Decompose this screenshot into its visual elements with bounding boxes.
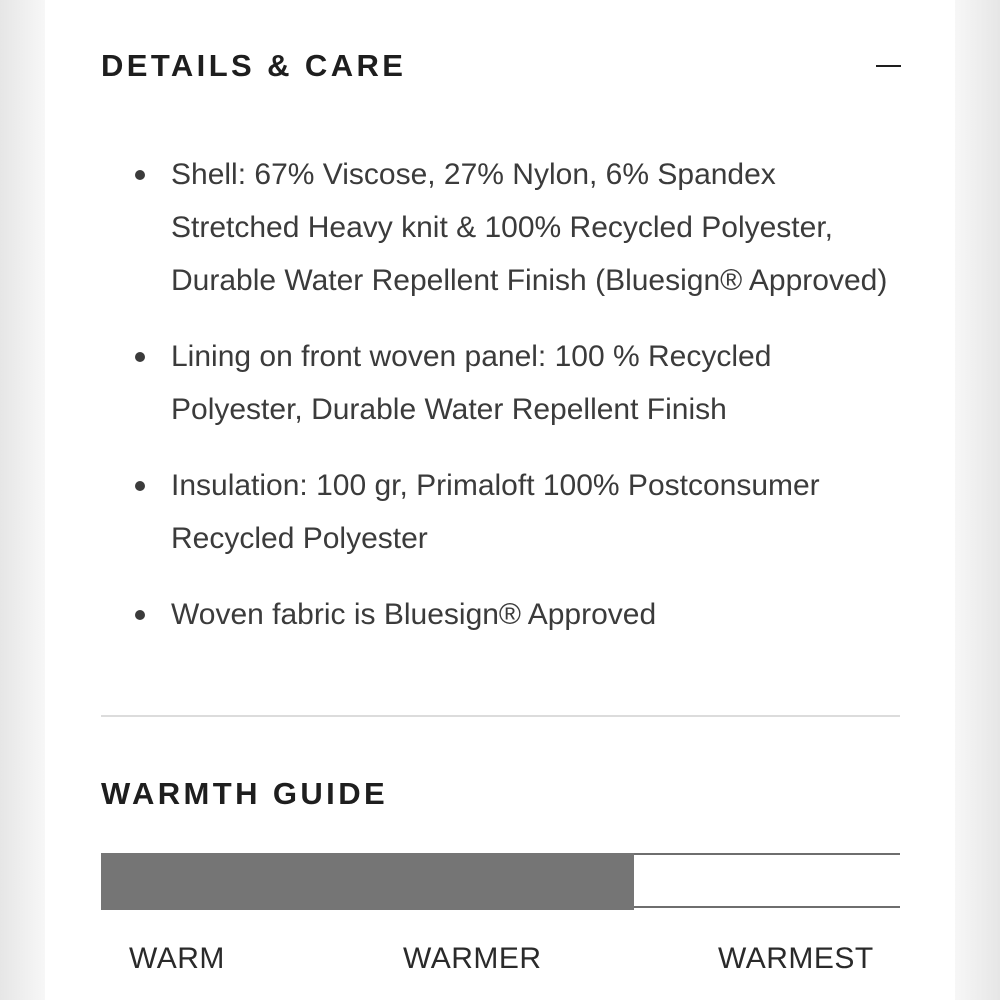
warmth-label-warm: WARM: [129, 942, 225, 975]
warmth-meter: [101, 853, 900, 908]
warmth-meter-fill: [101, 853, 634, 910]
page-background-left: [0, 0, 45, 1000]
warmth-label-warmer: WARMER: [403, 942, 542, 975]
list-item: [130, 330, 900, 436]
bullet-icon: [135, 610, 145, 620]
minus-icon: [876, 65, 901, 67]
page-background-right: [955, 0, 1000, 1000]
collapse-details-button[interactable]: [866, 48, 910, 84]
bullet-icon: [135, 170, 145, 180]
bullet-icon: [135, 481, 145, 491]
list-item: [130, 588, 900, 641]
list-item-text: Lining on front woven panel: 100 % Recycled Polyester, Durable Water Repellent Finish: [171, 340, 772, 426]
bullet-icon: [135, 352, 145, 362]
section-divider: [101, 715, 900, 717]
list-item-text: Shell: 67% Viscose, 27% Nylon, 6% Spandex Stretched Heavy knit & 100% Recycled Polyester, Durable Water Repellent Finish (Bluesign® Approved): [171, 158, 888, 297]
list-item-text: Woven fabric is Bluesign® Approved: [171, 598, 657, 631]
details-care-heading: DETAILS & CARE: [101, 48, 407, 83]
list-item: [130, 459, 900, 565]
list-item: [130, 148, 900, 307]
warmth-label-warmest: WARMEST: [718, 942, 874, 975]
warmth-guide-heading: WARMTH GUIDE: [101, 776, 389, 811]
list-item-text: Insulation: 100 gr, Primaloft 100% Postconsumer Recycled Polyester: [171, 469, 820, 555]
details-list: [130, 148, 900, 664]
